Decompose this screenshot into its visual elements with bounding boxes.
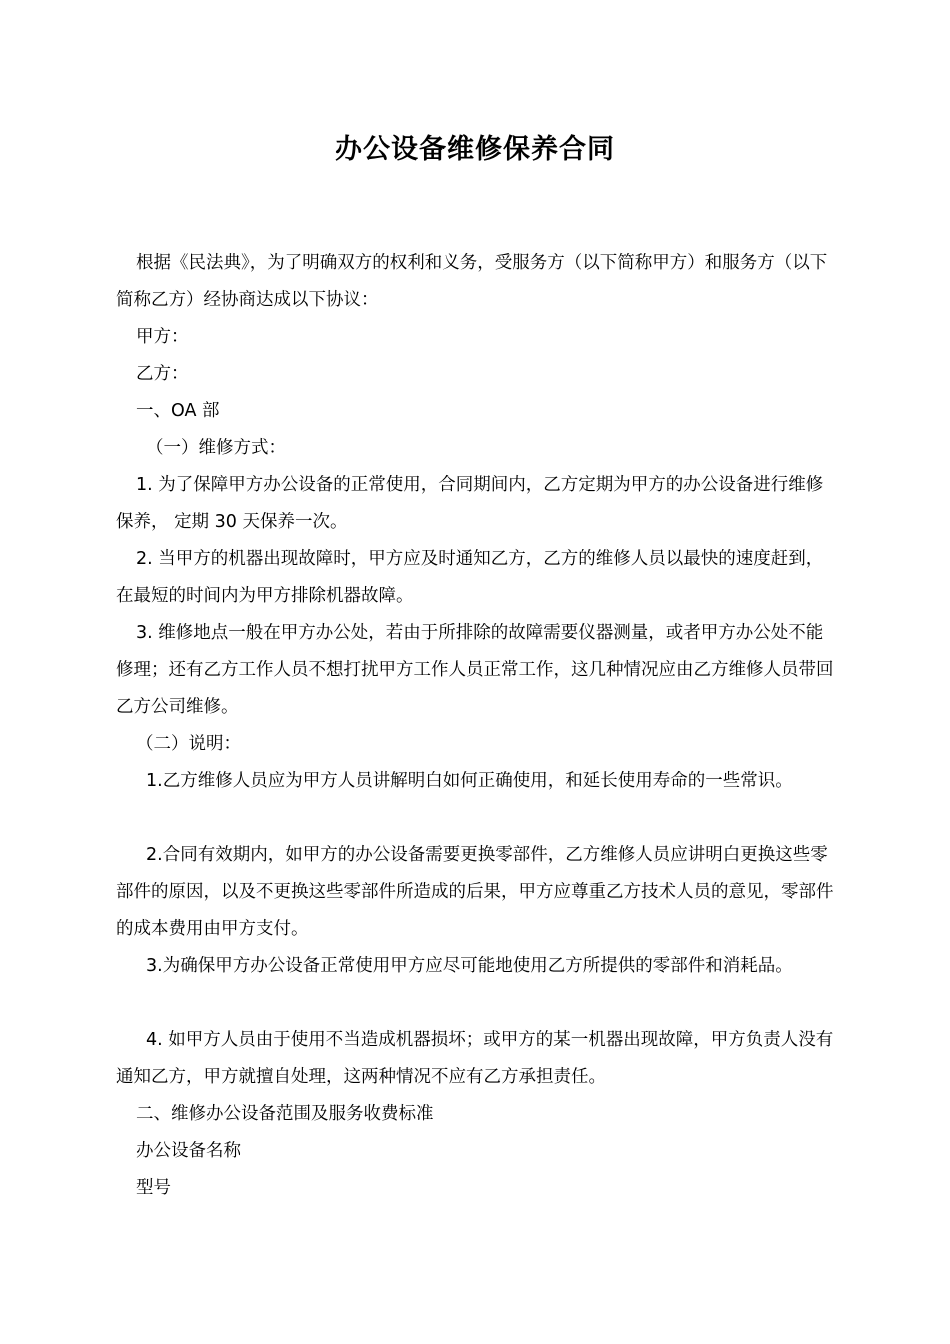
subsection-heading-notes: （二）说明：: [136, 734, 241, 754]
field-equipment-name: 办公设备名称: [136, 1141, 241, 1161]
party-b-label: 乙方：: [136, 364, 189, 384]
document-title: 办公设备维修保养合同: [335, 134, 615, 165]
preamble-paragraph: 根据《民法典》，为了明确双方的权利和义务，受服务方（以下简称甲方）和服务方（以下简称乙方）经协商达成以下协议：: [116, 253, 828, 310]
clause-1-2: 2. 当甲方的机器出现故障时，甲方应及时通知乙方，乙方的维修人员以最快的速度赶到，在最短的时间内为甲方排除机器故障。: [116, 549, 824, 606]
document-body: [116, 245, 838, 1207]
party-a-label: 甲方：: [136, 327, 189, 347]
section-heading-scope: 二、维修办公设备范围及服务收费标准: [136, 1104, 434, 1124]
field-model: 型号: [136, 1178, 171, 1198]
clause-1-3: 3. 维修地点一般在甲方办公处，若由于所排除的故障需要仪器测量，或者甲方办公处不能修理；还有乙方工作人员不想打扰甲方工作人员正常工作，这几种情况应由乙方维修人员带回乙方公司维修。: [116, 623, 834, 717]
clause-2-1: 1.乙方维修人员应为甲方人员讲解明白如何正确使用，和延长使用寿命的一些常识。: [146, 771, 793, 791]
clause-2-4: 4. 如甲方人员由于使用不当造成机器损坏；或甲方的某一机器出现故障，甲方负责人没有通知乙方，甲方就擅自处理，这两种情况不应有乙方承担责任。: [116, 1030, 834, 1087]
clause-2-2: 2.合同有效期内，如甲方的办公设备需要更换零部件，乙方维修人员应讲明白更换这些零部件的原因，以及不更换这些零部件所造成的后果，甲方应尊重乙方技术人员的意见，零部件的成本费用由甲方支付。: [116, 845, 834, 939]
clause-1-1: 1. 为了保障甲方办公设备的正常使用，合同期间内，乙方定期为甲方的办公设备进行维修保养， 定期 30 天保养一次。: [116, 475, 824, 532]
subsection-heading-repair-method: （一）维修方式：: [146, 438, 286, 458]
clause-2-3: 3.为确保甲方办公设备正常使用甲方应尽可能地使用乙方所提供的零部件和消耗品。: [146, 956, 793, 976]
blank-line: [116, 800, 838, 837]
blank-line: [116, 985, 838, 1022]
section-heading-oa: 一、OA 部: [136, 401, 220, 421]
